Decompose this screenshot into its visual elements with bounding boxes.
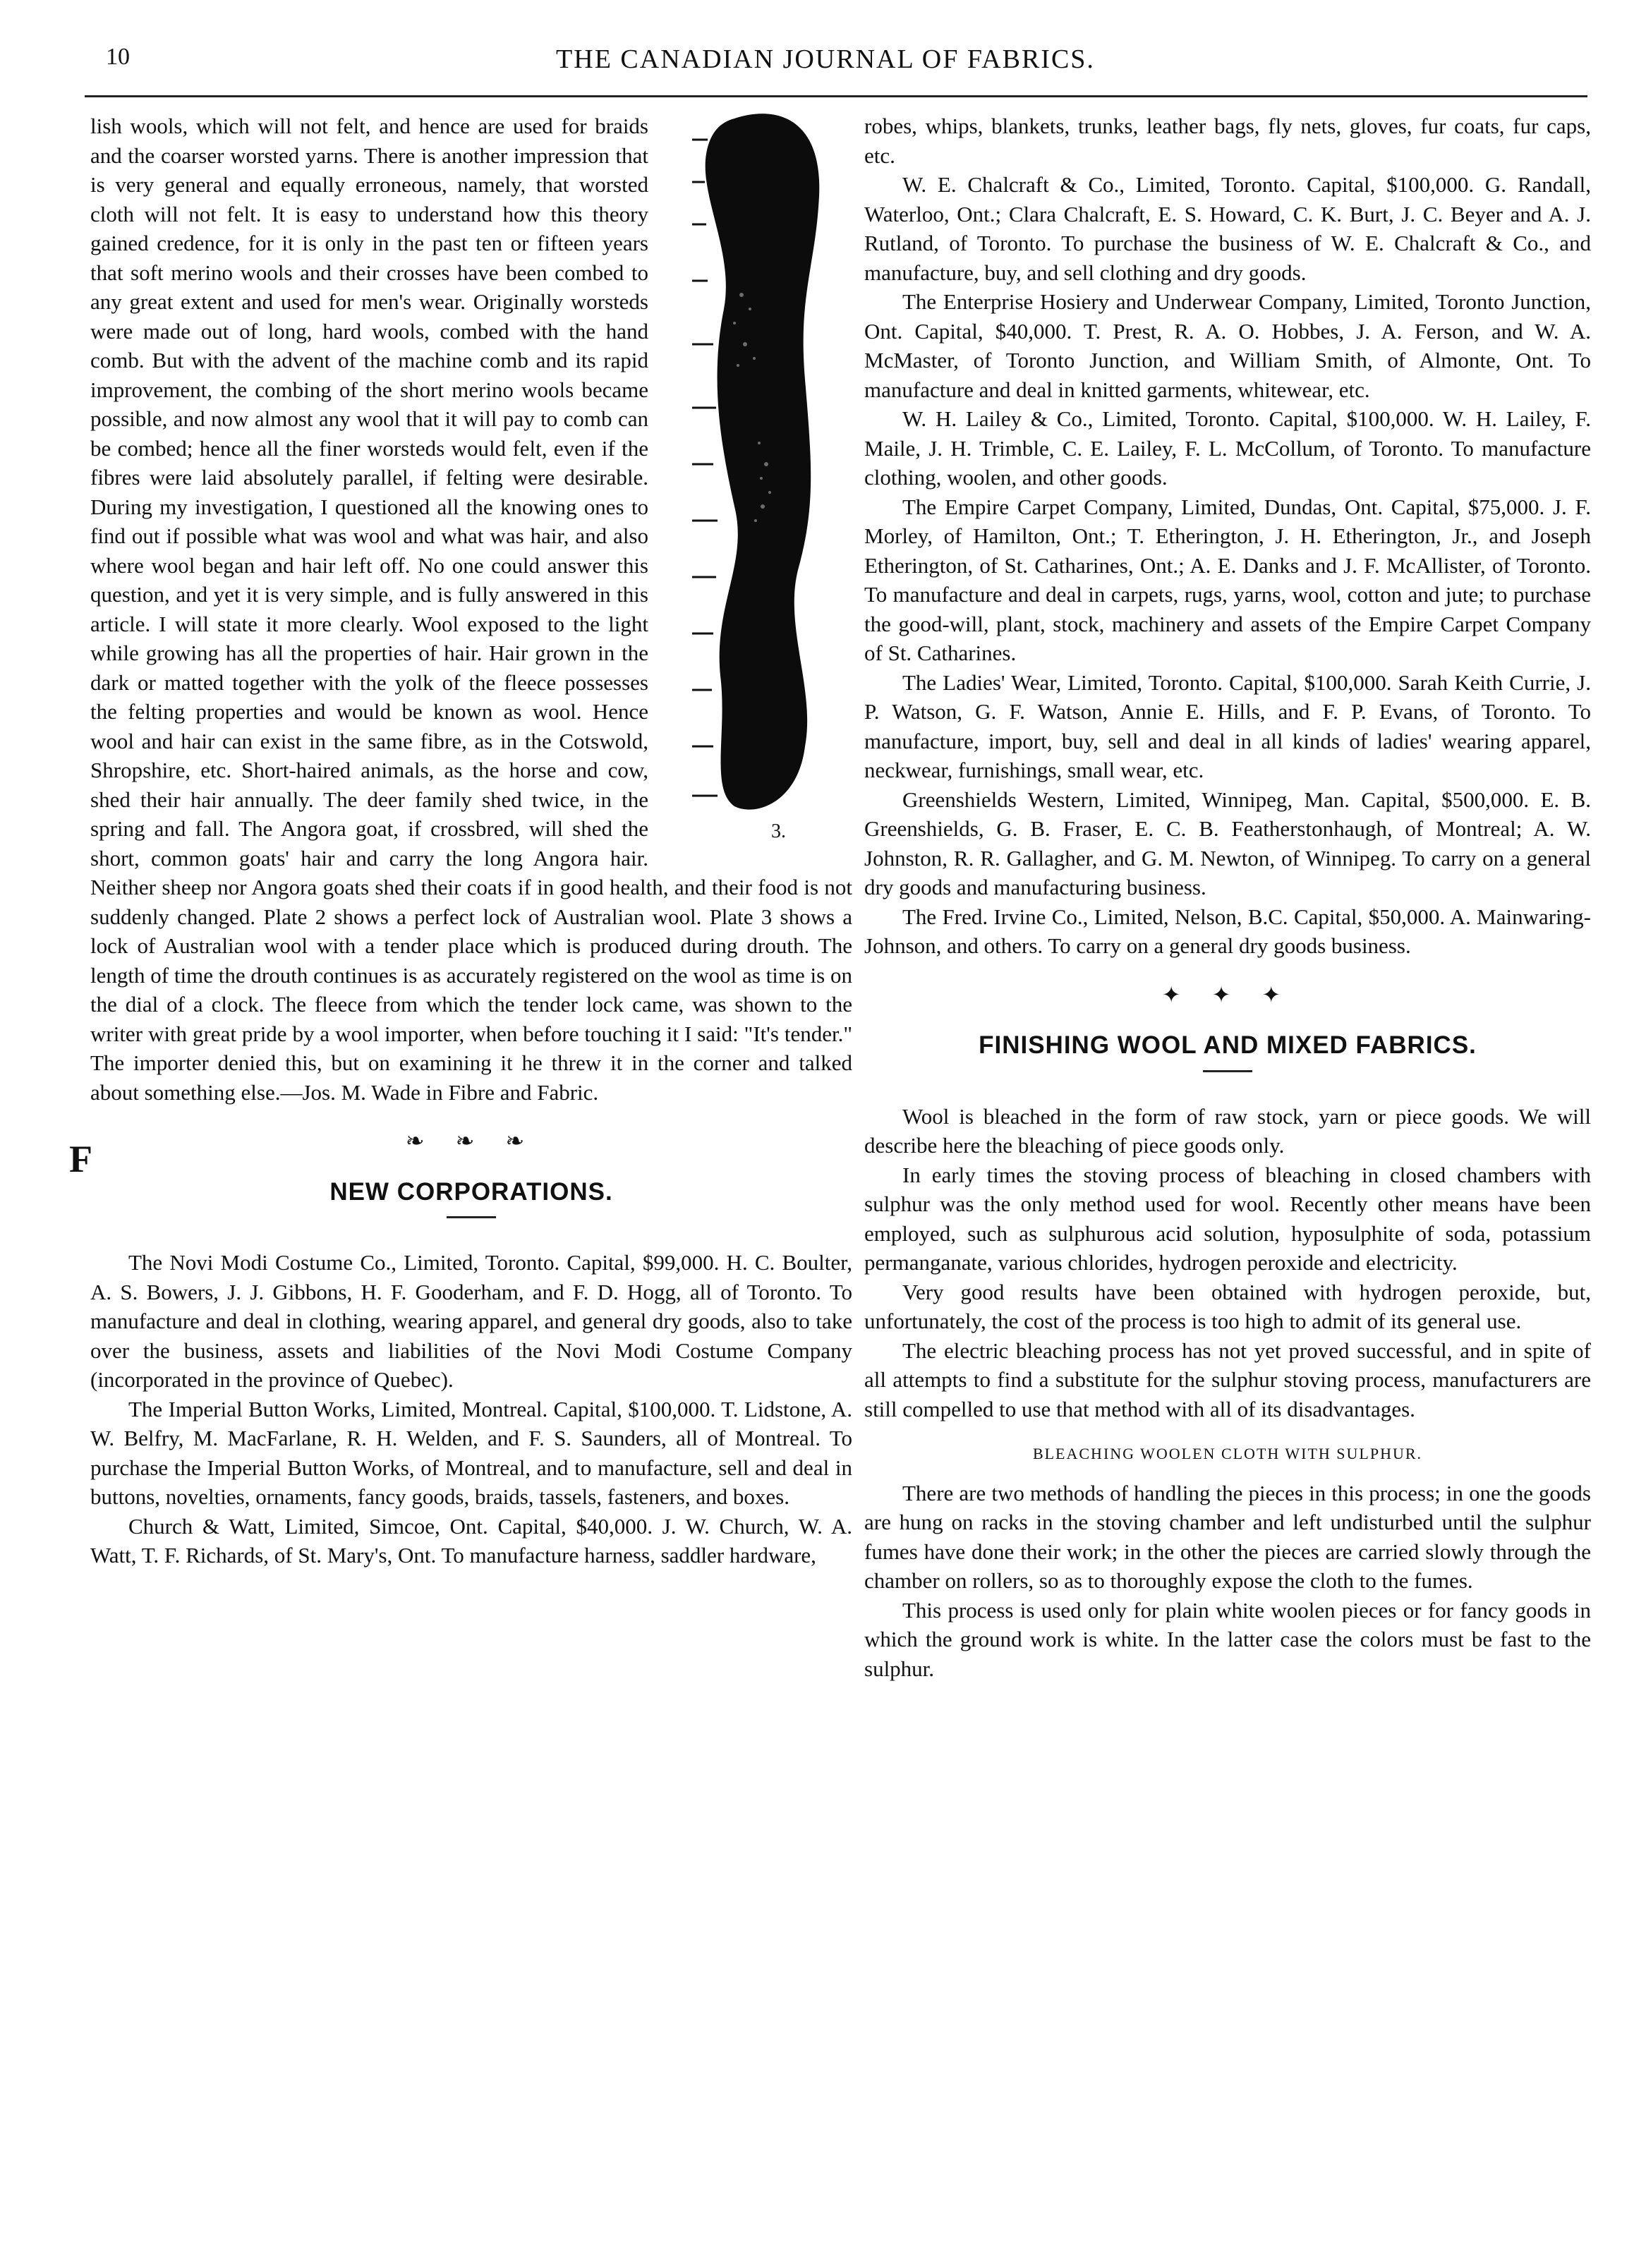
sulphur-paragraph: This process is used only for plain white woolen pieces or for fancy goods in which the ground work is white. In the latter case the colors must be fast to the sulphur. [864,1597,1591,1681]
right-column [864,111,1591,1683]
sulphur-paragraph: There are two methods of handling the pieces in this process; in one the goods are hung on racks in the stoving chamber and left undisturbed until the sulphur fumes have done their work; in the other the pieces are carried slowly through the chamber on rollers, so as to thoroughly expose the cloth to the fumes. [864,1480,1591,1593]
finishing-paragraph: In early times the stoving process of bleaching in closed chambers with sulphur was the only method used for wool. Recently other means have been employed, such as sulphurous acid solution, hyposulphite of soda, potassium permanganate, various chlorides, hydrogen peroxide and electricity. [864,1162,1591,1275]
page-header [85,44,1566,86]
wool-lock-image [692,111,826,817]
finishing-paragraph: Very good results have been obtained with hydrogen peroxide, but, unfortunately, the cost of the process is too high to admit of its general use. [864,1279,1591,1333]
section-ornament: ❧ ❧ ❧ [405,1128,538,1153]
new-corporations-heading: NEW CORPORATIONS. [329,1177,613,1206]
corporation-entry: The Empire Carpet Company, Limited, Dundas, Ont. Capital, $75,000. J. F. Morley, of Hamilton, Ont.; T. Etherington, J. H. Etherington, Jr., and Joseph Etherington, of St. Catharines, Ont.; A. E. Danks and J. F. McAllister, of Toronto. To manufacture and deal in carpets, rugs, yarns, wool, cotton and jute; to purchase the good-will, plant, stock, machinery and assets of the Empire Carpet Company of St. Catharines. [864,494,1591,665]
corporation-entry: Church & Watt, Limited, Simcoe, Ont. Capital, $40,000. J. W. Church, W. A. Watt, T. F. Richards, of St. Mary's, Ont. To manufacture harness, saddler hardware, [90,1513,852,1567]
corporation-entry: W. E. Chalcraft & Co., Limited, Toronto. Capital, $100,000. G. Randall, Waterloo, Ont.; Clara Chalcraft, E. S. Howard, C. K. Burt, J. C. Beyer and A. J. Rutland, of Toronto. To purchase the business of W. E. Chalcraft & Co., and manufacture, buy, and sell clothing and dry goods. [864,172,1591,285]
heading-rule [1203,1070,1252,1072]
corporation-entry: The Novi Modi Costume Co., Limited, Toronto. Capital, $99,000. H. C. Boulter, A. S. Bowers, J. J. Gibbons, H. F. Gooderham, and F. D. Hogg, all of Toronto. To manufacture and deal in clothing, wearing apparel, and general dry goods, also to take over the business, assets and liabilities of the Novi Modi Costume Company (incorporated in the province of Quebec). [90,1250,852,1392]
corporation-entry: The Imperial Button Works, Limited, Montreal. Capital, $100,000. T. Lidstone, A. W. Belfry, M. MacFarlane, R. H. Welden, and F. S. Saunders, all of Montreal. To purchase the Imperial Button Works, of Montreal, and to manufacture, sell and deal in buttons, novelties, ornaments, fancy goods, braids, tassels, fasteners, and boxes. [90,1396,852,1509]
corporation-entry: Greenshields Western, Limited, Winnipeg, Man. Capital, $500,000. E. B. Greenshields, G. B. Fraser, E. C. B. Featherstonhaugh, of Montreal; A. W. Johnston, R. R. Gallagher, and G. M. Newton, of Winnipeg. To carry on a general dry goods and manufacturing business. [864,787,1591,899]
left-column [69,111,852,1570]
corporation-entry: The Ladies' Wear, Limited, Toronto. Capital, $100,000. Sarah Keith Currie, J. P. Watson, G. F. Watson, Annie E. Hills, and F. P. Evans, of Toronto. To manufacture, import, buy, sell and deal in all kinds of ladies' wearing apparel, neckwear, furnishings, small wear, etc. [864,669,1591,782]
section-ornament: ✦ ✦ ✦ [1161,981,1294,1007]
corporation-entry: W. H. Lailey & Co., Limited, Toronto. Capital, $100,000. W. H. Lailey, F. Maile, J. H. Trimble, C. E. Lailey, F. L. McCollum, of Toronto. To manufacture clothing, woolen, and other goods. [864,406,1591,490]
plate-figure [658,111,852,851]
wool-article-text: lish wools, which will not felt, and hence are used for braids and the coarser worsted yarns. There is another impression that is very general and equally erroneous, namely, that worsted cloth will not felt. It is easy to understand how this theory gained credence, for it is only in the past ten or fifteen years that soft merino wools and their crosses have been combed to any great extent and used for men's wear. Originally worsteds were made out of long, hard wools, combed with the hand comb. But with the advent of the machine comb and its rapid improvement, the combing of the short merino wools became possible, and now almost any wool that it will pay to comb can be combed; hence all the finer worsteds would felt, even if the fibres were laid absolutely parallel, if felting were desirable. During my investigation, I questioned all the knowing ones to find out if possible what was wool and what was hair, and also where wool began and hair left off. No one could answer this question, and yet it is very simple, and is fully answered in this article. I will state it more clearly. Wool exposed to the light while growing has all the properties of hair. Hair grown in the dark or matted together with the yolk of the fleece possesses the felting properties and would be known as wool. Hence wool and hair can exist in the same fibre, as in the Cotswold, Shropshire, etc. Short-haired animals, as the horse and cow, shed their hair annually. The deer family shed twice, in the spring and fall. The Angora goat, if crossbred, will shed the short, common goats' hair and carry the long Angora hair. Neither sheep nor Angora goats shed their coats if in good health, and their food is not suddenly changed. Plate 2 shows a perfect lock of Australian wool. Plate 3 shows a lock of Australian wool with a tender place which is produced during drouth. The length of time the drouth continues is as accurately registered on the wool as time is on the dial of a clock. The fleece from which the tender lock came, was shown to the writer with great pride by a wool importer, when before touching it I said: "It's tender." The importer denied this, but on examining it he threw it in the corner and talked about something else.—Jos. M. Wade in Fibre and Fabric. [90,114,852,1105]
corporation-entry: robes, whips, blankets, trunks, leather bags, fly nets, gloves, fur coats, fur caps, etc. [864,114,1591,168]
journal-title: THE CANADIAN JOURNAL OF FABRICS. [556,44,1095,74]
page-number: 10 [106,44,130,70]
corporation-entry: The Enterprise Hosiery and Underwear Company, Limited, Toronto Junction, Ont. Capital, $40,000. T. Prest, R. A. O. Hobbes, J. A. Ferson, and W. A. McMaster, of Toronto Junction, and William Smith, of Almonte, Ont. To manufacture and deal in knitted garments, whitewear, etc. [864,289,1591,402]
decorative-initial: F [69,1137,92,1180]
finishing-paragraph: Wool is bleached in the form of raw stock, yarn or piece goods. We will describe here the bleaching of piece goods only. [864,1103,1591,1158]
finishing-heading: FINISHING WOOL AND MIXED FABRICS. [979,1031,1477,1059]
plate-caption: 3. [771,820,786,842]
finishing-paragraph: The electric bleaching process has not yet proved successful, and in spite of all attempts to find a substitute for the sulphur stoving process, manufacturers are still compelled to use that method with all of its disadvantages. [864,1338,1591,1421]
heading-rule [447,1216,496,1218]
header-rule [85,95,1587,97]
bleaching-subheading: BLEACHING WOOLEN CLOTH WITH SULPHUR. [1032,1445,1423,1462]
corporation-entry: The Fred. Irvine Co., Limited, Nelson, B.C. Capital, $50,000. A. Mainwaring-Johnson, and others. To carry on a general dry goods business. [864,904,1591,958]
